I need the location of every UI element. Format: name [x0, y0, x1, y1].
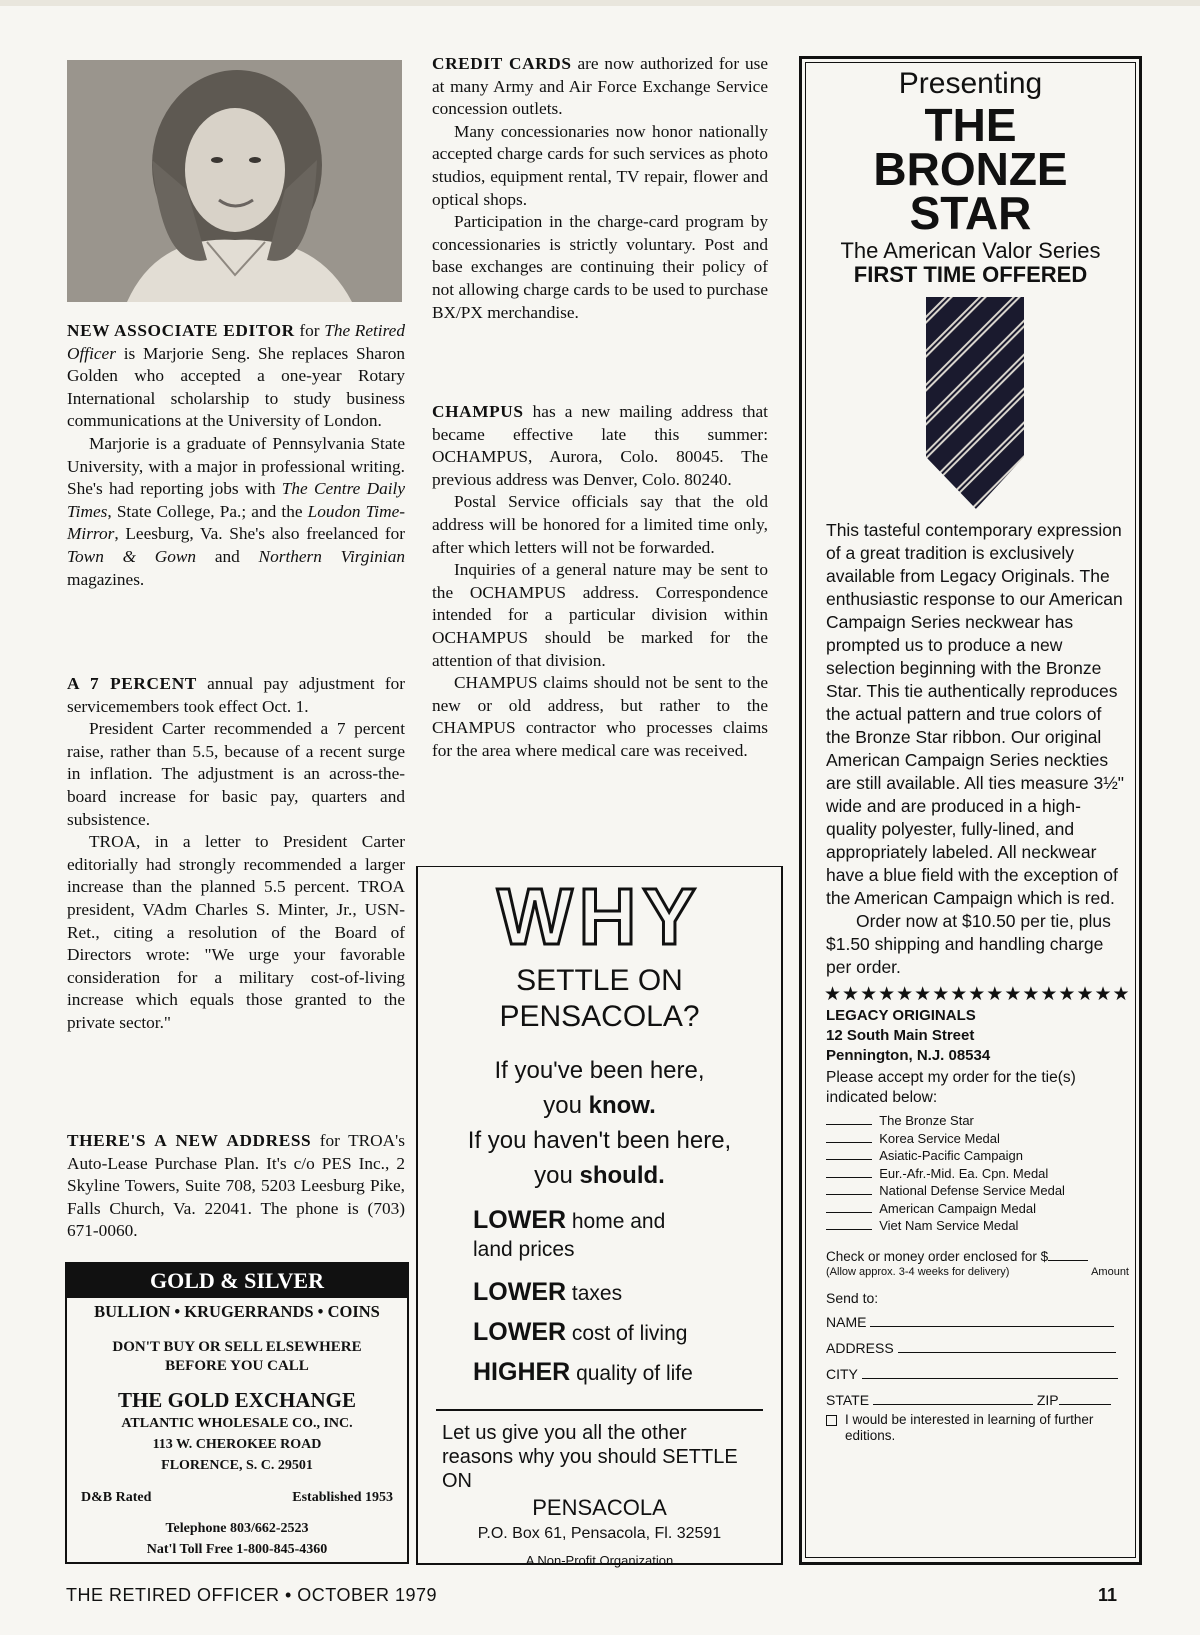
tie-option[interactable] [826, 1200, 1135, 1218]
tagline-line: If you've been here, [494, 1057, 705, 1084]
address-line[interactable] [898, 1352, 1116, 1353]
divider [436, 1409, 763, 1411]
state-label: STATE [826, 1391, 870, 1408]
benefit-item [473, 1273, 781, 1313]
paragraph: TROA, in a letter to President Carter editorially had strongly recommended a larger increase than the planned 5.5 percent. TROA president, VAdm Charles S. Minter, Jr., USN-Ret., citing a resolution of the Board of Directors wrote: "We urge your favorable consideration for a military cost-of-living increase which equals those granted to the private sector." [67, 832, 405, 1032]
name-field[interactable] [826, 1314, 1135, 1330]
toll-free: Nat'l Toll Free 1-800-845-4360 [146, 1542, 328, 1557]
quantity-line[interactable] [826, 1124, 872, 1125]
page-number: 11 [1098, 1585, 1118, 1605]
address-label: ADDRESS [826, 1339, 894, 1356]
delivery-note: (Allow approx. 3-4 weeks for delivery) [826, 1265, 1010, 1278]
text: magazines. [67, 569, 145, 589]
tie-option[interactable] [826, 1112, 1135, 1130]
quantity-line[interactable] [826, 1194, 872, 1195]
city-line[interactable] [862, 1378, 1118, 1379]
paragraph: Postal Service officials say that the old address will be honored for a limited time only, after which letters will not be forwarded. [432, 492, 768, 557]
paragraph: Inquiries of a general nature may be sent to the OCHAMPUS address. Correspondence intended for a particular division within OCHAMPUS should be marked for the attention of that division. [432, 560, 768, 670]
why-title: WHY [497, 872, 702, 961]
article-lead: THERE'S A NEW ADDRESS [67, 1131, 312, 1150]
ad-series: The American Valor Series [840, 238, 1101, 263]
benefit-keyword: LOWER [473, 1278, 567, 1306]
page-top-edge [0, 0, 1200, 6]
tagline-emphasis: should. [579, 1162, 665, 1189]
paragraph: CHAMPUS claims should not be sent to the new or old address, but rather to the CHAMPUS contractor who processes claims for the area where medical care was received. [432, 673, 768, 760]
article-lead: CREDIT CARDS [432, 54, 572, 73]
benefit-keyword: LOWER [473, 1318, 567, 1346]
rated-label: D&B Rated [81, 1490, 152, 1505]
paragraph: President Carter recommended a 7 percent raise, rather than 5.5, because of a recent surge in inflation. The adjustment is an across-the-board increase for basic pay, quarters and subsistence. [67, 719, 405, 829]
benefit-item [473, 1353, 781, 1393]
text: is Marjorie Seng. She replaces Sharon Golden who accepted a one-year Rotary International scholarship to study business communications at the University of London. [67, 343, 405, 431]
ad-first-offered: FIRST TIME OFFERED [853, 262, 1088, 287]
tie-option[interactable] [826, 1217, 1135, 1235]
interest-label: I would be interested in learning of further editions. [845, 1411, 1094, 1443]
publication-name: Northern Virginian [258, 546, 405, 566]
company-sub: ATLANTIC WHOLESALE CO., INC. [121, 1416, 353, 1431]
editor-portrait-photo [67, 60, 402, 302]
city: Pennington, N.J. 08534 [826, 1047, 991, 1064]
headline-line: THE [924, 99, 1017, 151]
article-credit-cards [432, 53, 768, 324]
zip-line[interactable] [1059, 1404, 1111, 1405]
rating-row [67, 1490, 407, 1506]
tie-option[interactable] [826, 1165, 1135, 1183]
benefit-keyword: LOWER [473, 1206, 567, 1234]
tie-option[interactable] [826, 1130, 1135, 1148]
payment-label: Check or money order enclosed for $ [826, 1248, 1049, 1264]
street: 113 W. CHEROKEE ROAD [152, 1437, 322, 1452]
order-instructions: Please accept my order for the tie(s) indicated below: [826, 1069, 1076, 1106]
publication-name: Town & Gown [67, 546, 197, 566]
publication-name: Loudon Time-Mirror [67, 501, 405, 544]
interest-checkbox[interactable] [826, 1415, 837, 1426]
ad-headline [806, 99, 1135, 239]
ad-advice [67, 1338, 407, 1376]
benefit-text: taxes [566, 1282, 623, 1305]
ad-body: This tasteful contemporary expression of a great tradition is exclusively available from Legacy Originals. The enthusiastic response to our American Campaign Series neckwear has prompted us to produce a new selection beginning with the Bronze Star. This tie authentically reproduces the actual pattern and true colors of the Bronze Star ribbon. Our original American Campaign Series neckties are still available. All ties measure 3½" wide and are produced in a high-quality polyester, fully-lined, and appropriately labeled. All neckwear have a blue field with the exception of the American Campaign which is red. [826, 520, 1125, 908]
text: , Leesburg, Va. She's also freelanced for [114, 524, 405, 544]
headline-line: BRONZE [873, 143, 1068, 195]
quantity-line[interactable] [826, 1229, 872, 1230]
text: , State College, Pa.; and the [107, 501, 308, 521]
quantity-line[interactable] [826, 1212, 872, 1213]
article-lead: CHAMPUS [432, 402, 524, 421]
company-address [826, 1006, 1135, 1066]
text: for TROA's Auto-Lease Purchase Plan. It's c/o PES Inc., 2 Skyline Towers, Suite 708, 5203 Leesburg Pike, Falls Church, Va. 22041. The phone is (703) 671-0060. [67, 1131, 405, 1241]
company-name: LEGACY ORIGINALS [826, 1007, 976, 1024]
text: are now authorized for use at many Army and Air Force Exchange Service concession outlets. [432, 54, 768, 119]
tie-illustration [806, 287, 1135, 517]
benefit-text: home and [566, 1210, 666, 1233]
delivery-row [826, 1266, 1129, 1278]
call-to-action: Let us give you all the other reasons why you should SETTLE ON [442, 1422, 738, 1492]
gold-exchange-ad [65, 1262, 409, 1564]
why-tagline [418, 1053, 781, 1193]
page-footer: THE RETIRED OFFICER • OCTOBER 1979 [66, 1585, 438, 1605]
tie-name: National Defense Service Medal [879, 1183, 1065, 1198]
benefit-keyword: HIGHER [473, 1358, 571, 1386]
send-to-label: Send to: [826, 1289, 879, 1306]
tagline-text: you [543, 1092, 589, 1119]
benefit-text: land prices [473, 1238, 575, 1261]
tagline-text: you [534, 1162, 580, 1189]
amount-label: Amount [1091, 1265, 1129, 1278]
subtitle-line: SETTLE ON [516, 964, 683, 997]
company-name: THE GOLD EXCHANGE [117, 1388, 357, 1412]
paragraph: Participation in the charge-card program by concessionaries is strictly voluntary. Post and base exchanges are continuing their policy of not allowing charge cards to be used to purchase BX/PX merchandise. [432, 212, 768, 322]
benefit-item [473, 1235, 781, 1263]
tie-option[interactable] [826, 1182, 1135, 1200]
established-label: Established 1953 [292, 1490, 393, 1505]
paragraph: Many concessionaries now honor nationally accepted charge cards for such services as photo studios, equipment rental, TV repair, flower and optical shops. [432, 121, 768, 209]
name-line[interactable] [870, 1326, 1114, 1327]
magazine-title: The Retired Officer [67, 321, 405, 363]
tie-name: American Campaign Medal [879, 1200, 1037, 1216]
text: for [294, 321, 325, 340]
state-line[interactable] [873, 1404, 1033, 1405]
ad-order-text: Order now at $10.50 per tie, plus $1.50 shipping and handling charge per order. [826, 911, 1111, 977]
publication-name: The Centre Daily Times [67, 479, 405, 521]
tie-name: Asiatic-Pacific Campaign [879, 1148, 1024, 1163]
telephone: Telephone 803/662-2523 [165, 1521, 309, 1536]
article-lead: A 7 PERCENT [67, 674, 197, 693]
interest-checkbox-row[interactable] [826, 1412, 1115, 1444]
quantity-line[interactable] [826, 1142, 872, 1143]
subtitle-line: PENSACOLA? [499, 1000, 700, 1033]
street: 12 South Main Street [826, 1027, 975, 1044]
tie-name: Viet Nam Service Medal [879, 1218, 1019, 1233]
tie-name: Eur.-Afr.-Mid. Ea. Cpn. Medal [879, 1165, 1049, 1181]
tie-name: Korea Service Medal [879, 1130, 1000, 1146]
city-label: CITY [826, 1365, 858, 1382]
pensacola-ad [416, 866, 783, 1568]
benefits-list [473, 1207, 781, 1393]
tie-options [826, 1112, 1135, 1235]
po-box: P.O. Box 61, Pensacola, Fl. 32591 [477, 1525, 722, 1542]
article-new-associate-editor [67, 320, 405, 591]
city: FLORENCE, S. C. 29501 [161, 1458, 313, 1473]
ad-line: DON'T BUY OR SELL ELSEWHERE [112, 1339, 362, 1355]
text: Marjorie is a graduate of Pennsylvania State University, with a major in professional writing. She's had reporting jobs with [67, 433, 405, 499]
amount-line[interactable] [1048, 1260, 1088, 1261]
text: and [196, 546, 259, 566]
city-field[interactable] [826, 1366, 1135, 1382]
stars-divider: ★★★★★★★★★★★★★★★★★ [824, 984, 1131, 1005]
tie-option[interactable] [826, 1147, 1135, 1165]
state-zip-field[interactable] [826, 1392, 1135, 1408]
article-lead: NEW ASSOCIATE EDITOR [67, 321, 295, 340]
nonprofit-note: A Non-Profit Organization [525, 1553, 674, 1568]
address-field[interactable] [826, 1340, 1135, 1356]
bronze-star-ad [805, 62, 1136, 1558]
article-new-address [67, 1130, 405, 1243]
zip-label: ZIP [1036, 1391, 1059, 1408]
ad-products: BULLION • KRUGERRANDS • COINS [94, 1302, 380, 1321]
article-pay-adjustment [67, 673, 405, 1035]
why-subtitle [418, 963, 781, 1035]
benefit-item [473, 1313, 781, 1353]
tie-name: The Bronze Star [879, 1113, 974, 1128]
name-label: NAME [826, 1313, 867, 1330]
tagline-emphasis: know. [588, 1092, 656, 1119]
quantity-line[interactable] [826, 1159, 872, 1160]
benefit-text: cost of living [566, 1322, 688, 1345]
ad-line: BEFORE YOU CALL [165, 1358, 309, 1374]
text: annual pay adjustment for servicemembers took effect Oct. 1. [67, 674, 406, 716]
tagline-line: If you haven't been here, [467, 1127, 732, 1154]
benefit-item [473, 1207, 781, 1235]
headline-line: STAR [909, 187, 1032, 239]
payment-row[interactable] [826, 1249, 1129, 1264]
ad-presenting: Presenting [898, 67, 1043, 100]
org-name: PENSACOLA [532, 1495, 667, 1520]
article-champus [432, 401, 768, 763]
quantity-line[interactable] [826, 1177, 872, 1178]
benefit-text: quality of life [570, 1362, 693, 1385]
text: has a new mailing address that became effective late this summer: OCHAMPUS, Aurora, Colo. 80045. The previous address was Denver, Colo. 80240. [432, 402, 768, 489]
ad-header: GOLD & SILVER [67, 1264, 407, 1298]
